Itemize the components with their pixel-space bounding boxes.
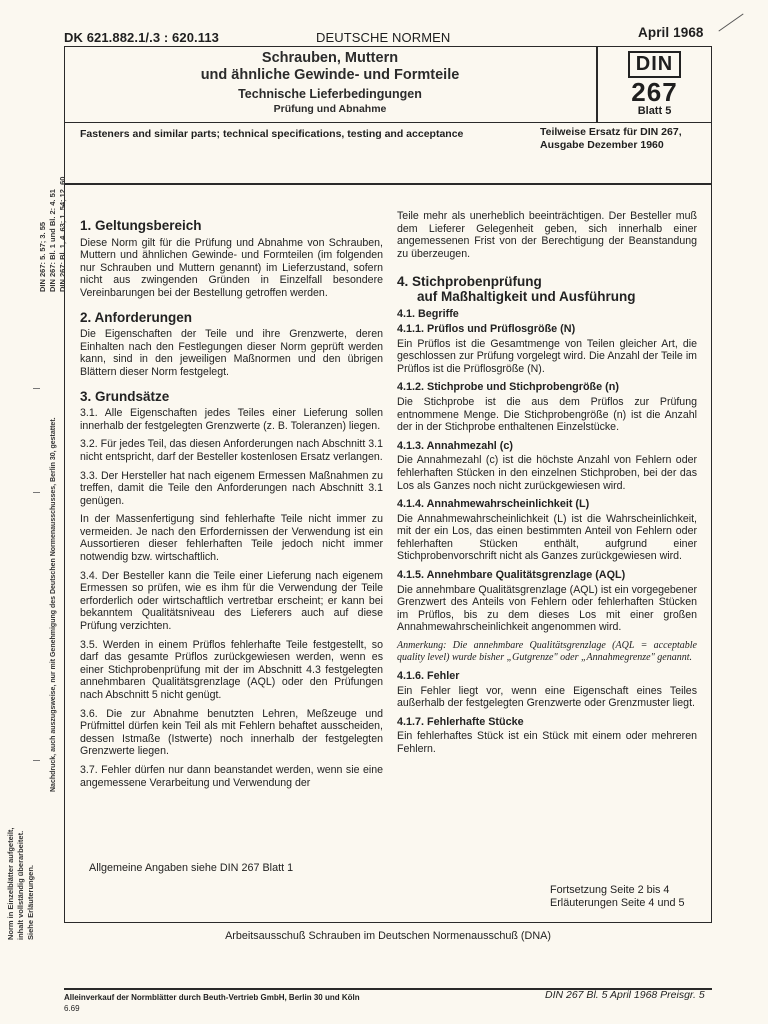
- din-logo: DIN: [628, 51, 681, 78]
- replacement-line-2: Ausgabe Dezember 1960: [540, 139, 664, 151]
- committee: Arbeitsausschuß Schrauben im Deutschen Normenausschuß (DNA): [225, 930, 551, 942]
- margin-note-3: Siehe Erläuterungen.: [26, 864, 35, 940]
- margin-copyright: Nachdruck, auch auszugsweise, nur mit Genehmigung des Deutschen Normenausschusses, Berlin 30, gestattet.: [50, 417, 57, 792]
- continuation-line-2: Erläuterungen Seite 4 und 5: [550, 897, 685, 909]
- section-1-text: Diese Norm gilt für die Prüfung und Abnahme von Schrauben, Muttern und ähnlichen Gewinde- und Formteilen (im folgenden nur Schrauben und Muttern genannt) im Lieferzustand, sofern nicht aus zwingenden Gründen in Einzelfall besondere Vereinbarungen bei der Bestellung getroffen werden.: [80, 236, 383, 299]
- title-line-4: Prüfung und Abnahme: [273, 103, 387, 115]
- right-column: [397, 210, 697, 762]
- para-3-1: 3.1. Alle Eigenschaften jedes Teiles einer Lieferung sollen innerhalb der festgelegten Grenzwerte (z. B. Toleranzen) liegen.: [80, 407, 383, 432]
- para-4-1-7: Ein fehlerhaftes Stück ist ein Stück mit einem oder mehreren Fehlern.: [397, 730, 697, 755]
- footer-sales-note: Alleinverkauf der Normblätter durch Beuth-Vertrieb GmbH, Berlin 30 und Köln: [64, 993, 360, 1002]
- section-4-heading-line-1: 4. Stichprobenprüfung: [397, 274, 542, 290]
- margin-din-refs-1: DIN 267: 5. 57; 3. 55: [38, 221, 47, 292]
- din-number-box: [597, 46, 712, 123]
- para-4-1-6: Ein Fehler liegt vor, wenn eine Eigenschaft eines Teiles außerhalb der festgelegten Grenzwerte oder Grenzmuster liegt.: [397, 684, 697, 710]
- dk-number: DK 621.882.1/.3 : 620.113: [64, 30, 220, 45]
- section-4-heading-line-2: auf Maßhaltigkeit und Ausführung: [417, 289, 636, 305]
- heading-4-1-5: 4.1.5. Annehmbare Qualitätsgrenzlage (AQL): [397, 569, 626, 582]
- left-column: [80, 220, 383, 795]
- para-4-1-1: Ein Prüflos ist die Gesamtmenge von Teilen gleicher Art, die geschlossen zur Prüfung vorgelegt wird. Die Anzahl der Teile im Prüflos ist die Prüflosgröße (N).: [397, 337, 697, 375]
- margin-note-1: Norm in Einzelblätter aufgeteilt,: [6, 827, 15, 940]
- para-3-5: 3.5. Werden in einem Prüflos fehlerhafte Teile festgestellt, so darf das gesamte Prüflos zurückgewiesen werden, wenn es einer Stichprobenprüfung mit der im Abschnitt 4.3 festgelegten annehmbaren Qualitätsgrenzlage (AQL) oder den Prüfungen nach Abschnitt 5 nicht genügt.: [80, 638, 383, 701]
- margin-note-2: inhalt vollständig überarbeitet.: [16, 830, 25, 940]
- para-3-3a: 3.3. Der Hersteller hat nach eigenem Ermessen Maßnahmen zu treffen, damit die Teile den Anforderungen nach Abschnitt 3.1 genügen.: [80, 469, 383, 507]
- section-2-text: Die Eigenschaften der Teile und ihre Grenzwerte, deren Einhalten nach den Festlegungen dieser Norm geprüft werden kann, sind in den jeweiligen Maßnormen und den übrigen Blättern dieser Norm festgelegt.: [80, 328, 383, 378]
- para-3-6: 3.6. Die zur Abnahme benutzten Lehren, Meßzeuge und Prüfmittel dürfen kein Teil als mit Fehlern behaftet ausscheiden, dessen Istmaße (Istwerte) noch innerhalb der festgelegten Grenzwerte liegen.: [80, 707, 383, 758]
- fold-mark-lower: [33, 760, 40, 761]
- series-name: DEUTSCHE NORMEN: [316, 30, 451, 45]
- fold-mark: [33, 388, 40, 389]
- replacement-note: [540, 126, 682, 152]
- margin-din-refs-3: DIN 267: Bl. 1, 4. 63; 1. 54; 12. 60: [58, 176, 67, 292]
- heading-4-1-7: 4.1.7. Fehlerhafte Stücke: [397, 715, 524, 728]
- din-standard-number: 267: [631, 77, 678, 107]
- footer-reference: DIN 267 Bl. 5 April 1968 Preisgr. 5: [545, 989, 705, 1001]
- para-4-1-5: Die annehmbare Qualitätsgrenzlage (AQL) ist ein vorgegebener Grenzwert des Anteils von Fehlern oder fehlerhaften Stücken im Prüflos, bis zu dem dieses Los mit einer großen Annahmewahrscheinlichkeit angenommen wird.: [397, 583, 697, 634]
- english-title-divider: [64, 183, 712, 185]
- heading-4-1-1: 4.1.1. Prüflos und Prüflosgröße (N): [397, 322, 576, 335]
- din-sheet: Blatt 5: [637, 105, 672, 117]
- section-4-heading: [397, 274, 697, 304]
- general-info: Allgemeine Angaben siehe DIN 267 Blatt 1: [89, 862, 294, 874]
- note-4-1-5: Anmerkung: Die annehmbare Qualitätsgrenzlage (AQL = acceptable quality level) wurde bisher „Gutgrenze" oder „Annahmegrenze" genannt.: [397, 640, 697, 664]
- section-1-heading: 1. Geltungsbereich: [80, 218, 202, 233]
- punch-mark: [33, 492, 40, 493]
- continuation-note: [550, 884, 684, 910]
- para-3-2: 3.2. Für jedes Teil, das diesen Anforderungen nach Abschnitt 3.1 nicht entspricht, darf der Besteller kostenlosen Ersatz verlangen.: [80, 438, 383, 463]
- title-line-2: und ähnliche Gewinde- und Formteile: [200, 67, 460, 83]
- para-4-1-4: Die Annahmewahrscheinlichkeit (L) ist die Wahrscheinlichkeit, mit der ein Los, das einen bestimmten Anteil von Fehlern oder fehlerhaften Stücken enthält, aufgrund einer Stichprobenvorschrift nicht als Ganzes zurückgewiesen wird.: [397, 512, 697, 563]
- english-title: Fasteners and similar parts; technical specifications, testing and acceptance: [80, 128, 464, 140]
- pen-mark: [718, 13, 743, 31]
- document-title: [64, 50, 596, 116]
- continuation-line-1: Fortsetzung Seite 2 bis 4: [550, 884, 670, 896]
- margin-din-refs-2: DIN 267: Bl. 1 und Bl. 2: 4. 51: [48, 189, 57, 292]
- subsection-4-1: 4.1. Begriffe: [397, 308, 459, 321]
- para-3-4: 3.4. Der Besteller kann die Teile einer Lieferung nach eigenem Ermessen so prüfen, wie es ihm für die Verwendung der Teile erforderlich oder wirtschaftlich vertretbar erscheint; er kann bei bekanntem Qualitätsniveau des Lieferers auch auf diese Prüfung verzichten.: [80, 569, 383, 633]
- heading-4-1-6: 4.1.6. Fehler: [397, 670, 460, 683]
- title-line-3: Technische Lieferbedingungen: [238, 87, 422, 101]
- para-3-7: 3.7. Fehler dürfen nur dann beanstandet werden, wenn sie eine angemessene Verarbeitung und Verwendung der: [80, 763, 383, 789]
- footer-print-date: 6.69: [64, 1004, 80, 1013]
- para-3-7-continued: Teile mehr als unerheblich beeinträchtigen. Der Besteller muß dem Lieferer Gelegenheit geben, sich innerhalb einer angemessenen Frist von der Berechtigung der Beanstandung zu überzeugen.: [397, 210, 697, 260]
- heading-4-1-4: 4.1.4. Annahmewahrscheinlichkeit (L): [397, 498, 590, 511]
- title-line-1: Schrauben, Muttern: [261, 50, 399, 66]
- para-3-3b: In der Massenfertigung sind fehlerhafte Teile nicht immer zu vermeiden. Je nach den Erfordernissen der Verwendung ist ein Aussortieren dieser fehlerhaften Teile jedoch nicht immer notwendig bzw. wirtschaftlich.: [80, 513, 383, 564]
- replacement-line-1: Teilweise Ersatz für DIN 267,: [540, 126, 682, 138]
- section-3-heading: 3. Grundsätze: [80, 388, 170, 404]
- heading-4-1-3: 4.1.3. Annahmezahl (c): [397, 439, 513, 452]
- para-4-1-2: Die Stichprobe ist die aus dem Prüflos zur Prüfung entnommene Menge. Die Stichprobengröße (n) ist die Anzahl der in der Stichprobe enthaltenen Einzelstücke.: [397, 395, 697, 434]
- para-4-1-3: Die Annahmezahl (c) ist die höchste Anzahl von Fehlern oder fehlerhaften Stücken in den einzelnen Stichproben, bei der das Los als Ganzes noch nicht zurückgewiesen wird.: [397, 454, 697, 492]
- heading-4-1-2: 4.1.2. Stichprobe und Stichprobengröße (n): [397, 381, 619, 394]
- section-2-heading: 2. Anforderungen: [80, 309, 193, 325]
- issue-date: April 1968: [638, 25, 704, 40]
